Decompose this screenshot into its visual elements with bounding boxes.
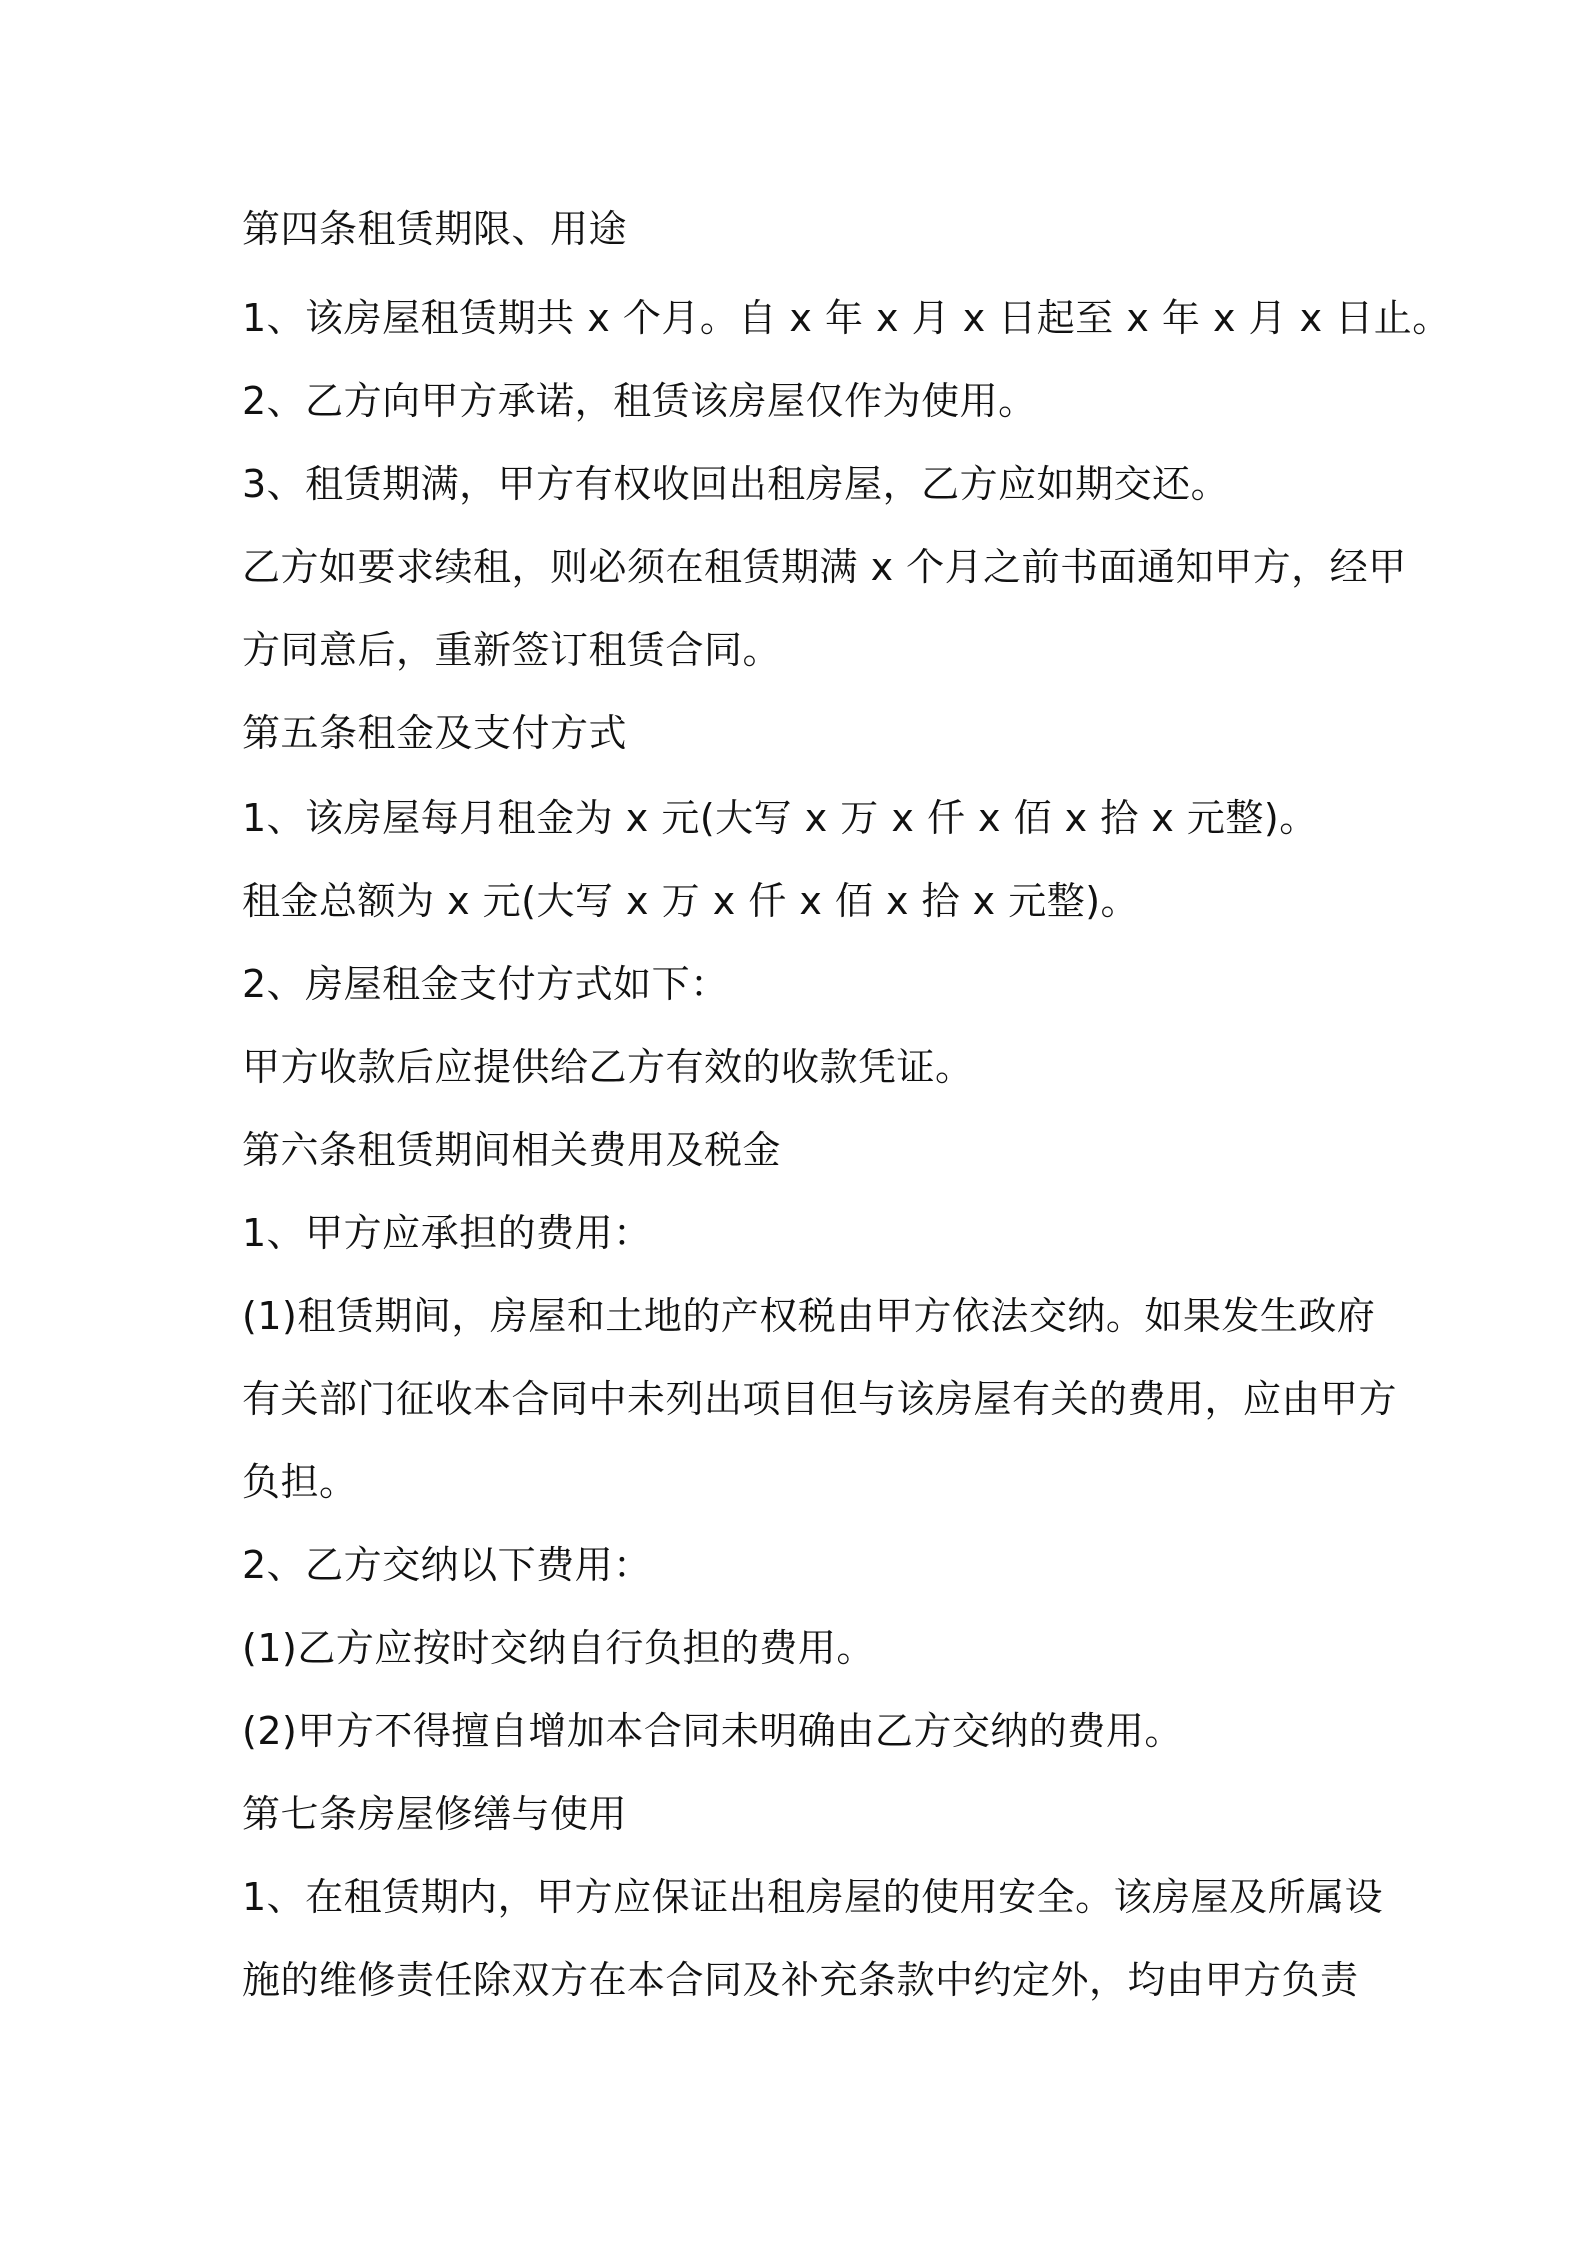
article-4-clause-1: 1、该房屋租赁期共 x 个月。自 x 年 x 月 x 日起至 x 年 x 月 x 日止。 (242, 296, 1451, 340)
article-5-clause-2: 2、房屋租金支付方式如下： (242, 962, 729, 1006)
article-4-renewal-line-2: 方同意后，重新签订租赁合同。 (242, 628, 782, 672)
article-6-item-1-line-3: 负担。 (242, 1460, 358, 1504)
article-4-clause-3: 3、租赁期满，甲方有权收回出租房屋，乙方应如期交还。 (242, 462, 1230, 506)
article-4-clause-2: 2、乙方向甲方承诺，租赁该房屋仅作为使用。 (242, 379, 1037, 423)
article-7-clause-1-line-2: 施的维修责任除双方在本合同及补充条款中约定外，均由甲方负责 (242, 1958, 1359, 2002)
article-4-renewal-line-1: 乙方如要求续租，则必须在租赁期满 x 个月之前书面通知甲方，经甲 (242, 545, 1407, 589)
article-6-item-1-line-1: (1)租赁期间，房屋和土地的产权税由甲方依法交纳。如果发生政府 (242, 1294, 1376, 1338)
article-5-receipt: 甲方收款后应提供给乙方有效的收款凭证。 (242, 1045, 974, 1089)
article-5-heading: 第五条租金及支付方式 (242, 711, 628, 755)
article-6-heading: 第六条租赁期间相关费用及税金 (242, 1128, 782, 1172)
article-6-item-2-1: (1)乙方应按时交纳自行负担的费用。 (242, 1626, 875, 1670)
article-6-clause-2: 2、乙方交纳以下费用： (242, 1543, 652, 1587)
article-7-clause-1-line-1: 1、在租赁期内，甲方应保证出租房屋的使用安全。该房屋及所属设 (242, 1875, 1384, 1919)
article-6-item-1-line-2: 有关部门征收本合同中未列出项目但与该房屋有关的费用，应由甲方 (242, 1377, 1398, 1421)
article-4-heading: 第四条租赁期限、用途 (242, 207, 628, 251)
article-5-total-rent: 租金总额为 x 元(大写 x 万 x 仟 x 佰 x 拾 x 元整)。 (242, 879, 1140, 923)
article-7-heading: 第七条房屋修缮与使用 (242, 1792, 628, 1836)
article-6-clause-1: 1、甲方应承担的费用： (242, 1211, 652, 1255)
article-6-item-2-2: (2)甲方不得擅自增加本合同未明确由乙方交纳的费用。 (242, 1709, 1183, 1753)
article-5-clause-1: 1、该房屋每月租金为 x 元(大写 x 万 x 仟 x 佰 x 拾 x 元整)。 (242, 796, 1318, 840)
